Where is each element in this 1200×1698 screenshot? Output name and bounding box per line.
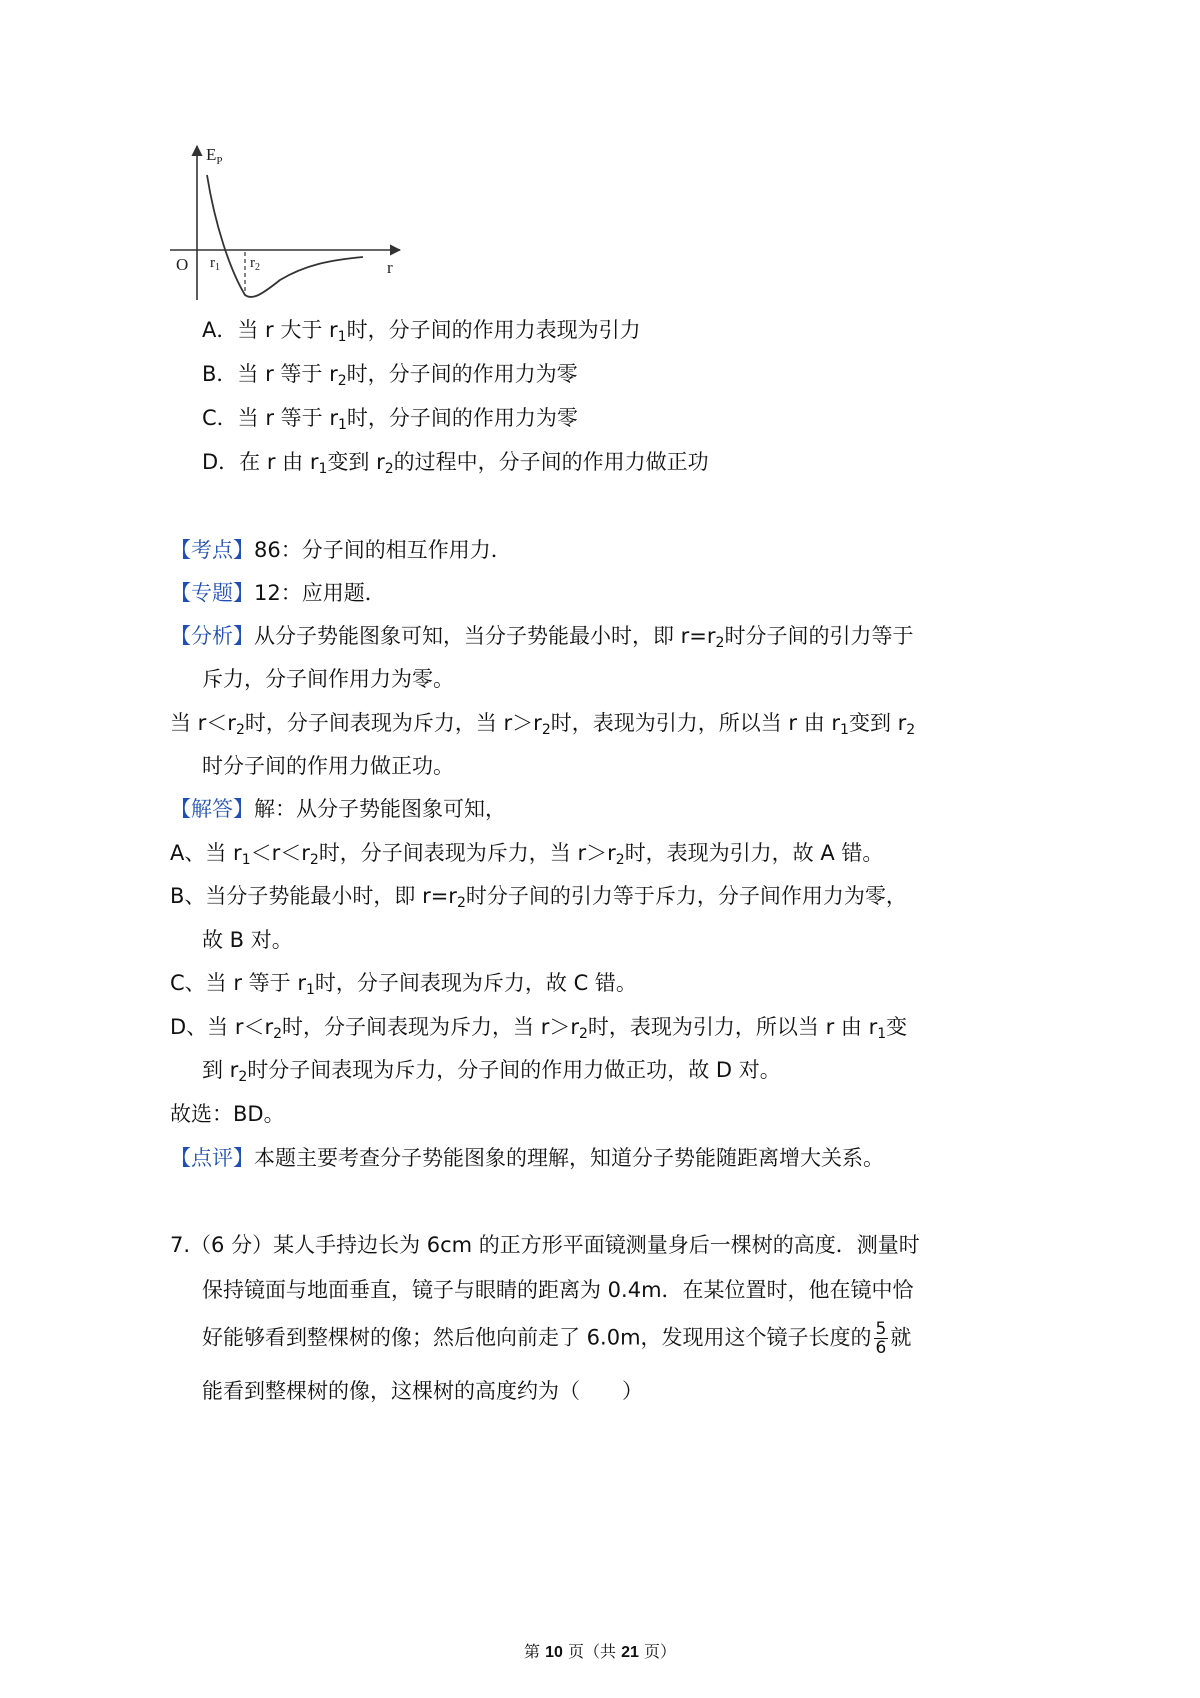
q7-line-4: 能看到整棵树的像，这棵树的高度约为（ ） <box>202 1379 643 1403</box>
q7-line-2: 保持镜面与地面垂直，镜子与眼睛的距离为 0.4m．在某位置时，他在镜中恰 <box>202 1278 914 1302</box>
page-number: 10 <box>545 1644 563 1661</box>
zhuanti-line: 【专题】12：应用题． <box>170 581 386 605</box>
option-b: B．当 r 等于 $r_2$时，分子间的作用力为零 <box>202 362 578 389</box>
potential-energy-graph <box>170 140 410 310</box>
fenxi-line-1: 【分析】从分子势能图象可知，当分子势能最小时，即 $r=r_2$时分子间的引力等于 <box>170 624 914 651</box>
q7-line-3: 好能够看到整棵树的像；然后他向前走了 6.0m，发现用这个镜子长度的 $\frac{5}{6}$ 就 <box>202 1319 912 1358</box>
page-total: 21 <box>621 1644 639 1661</box>
answer-line: 故选：BD。 <box>170 1102 285 1126</box>
jieda-c: C、当 r 等于 $r_1$时，分子间表现为斥力，故 C 错。 <box>170 971 637 998</box>
jieda-d-1: D、当 $r<r_2$时，分子间表现为斥力，当 $r>r_2$时，表现为引力，所以当 r 由 $r_1$变 <box>170 1015 908 1042</box>
page-footer: 第 10 页（共 21 页） <box>524 1642 676 1661</box>
jieda-tag: 【解答】 <box>170 797 254 821</box>
y-axis-label: $E_P$ <box>206 145 223 167</box>
jieda-line: 【解答】解：从分子势能图象可知， <box>170 797 506 821</box>
r2-label: $r_2$ <box>250 255 260 273</box>
kaodian-tag: 【考点】 <box>170 538 254 562</box>
fenxi-line-2: 斥力，分子间作用力为零。 <box>202 667 454 691</box>
fenxi-line-3: 当 $r<r_2$时，分子间表现为斥力，当 $r>r_2$时，表现为引力，所以当 r 由 $r_1$变到 $r_2$ <box>170 711 916 738</box>
jieda-b-1: B、当分子势能最小时，即 $r=r_2$时分子间的引力等于斥力，分子间作用力为零， <box>170 884 907 911</box>
dianping-line: 【点评】本题主要考查分子势能图象的理解，知道分子势能随距离增大关系。 <box>170 1146 884 1170</box>
fenxi-line-4: 时分子间的作用力做正功。 <box>202 754 454 778</box>
option-c: C．当 r 等于 $r_1$时，分子间的作用力为零 <box>202 406 578 433</box>
jieda-a: A、当 $r_1<r<r_2$时，分子间表现为斥力，当 $r>r_2$时，表现为引力，故 A 错。 <box>170 841 884 868</box>
r1-label: $r_1$ <box>210 255 220 273</box>
option-d: D．在 r 由 $r_1$变到 $r_2$的过程中，分子间的作用力做正功 <box>202 450 709 477</box>
option-a: A．当 r 大于 $r_1$时，分子间的作用力表现为引力 <box>202 318 641 345</box>
x-axis-label: r <box>387 258 393 277</box>
zhuanti-tag: 【专题】 <box>170 581 254 605</box>
jieda-b-2: 故 B 对。 <box>202 928 293 952</box>
jieda-d-2: 到 $r_2$时分子间表现为斥力，分子间的作用力做正功，故 D 对。 <box>202 1058 781 1085</box>
dianping-tag: 【点评】 <box>170 1146 254 1170</box>
fenxi-tag: 【分析】 <box>170 624 254 648</box>
q7-line-1: 7.（6 分）某人手持边长为 6cm 的正方形平面镜测量身后一棵树的高度．测量时 <box>170 1233 920 1257</box>
origin-label: O <box>176 255 189 274</box>
potential-curve <box>207 175 363 297</box>
fraction-five-sixths: $\frac{5}{6}$ <box>875 1319 887 1358</box>
kaodian-line: 【考点】86：分子间的相互作用力． <box>170 538 512 562</box>
